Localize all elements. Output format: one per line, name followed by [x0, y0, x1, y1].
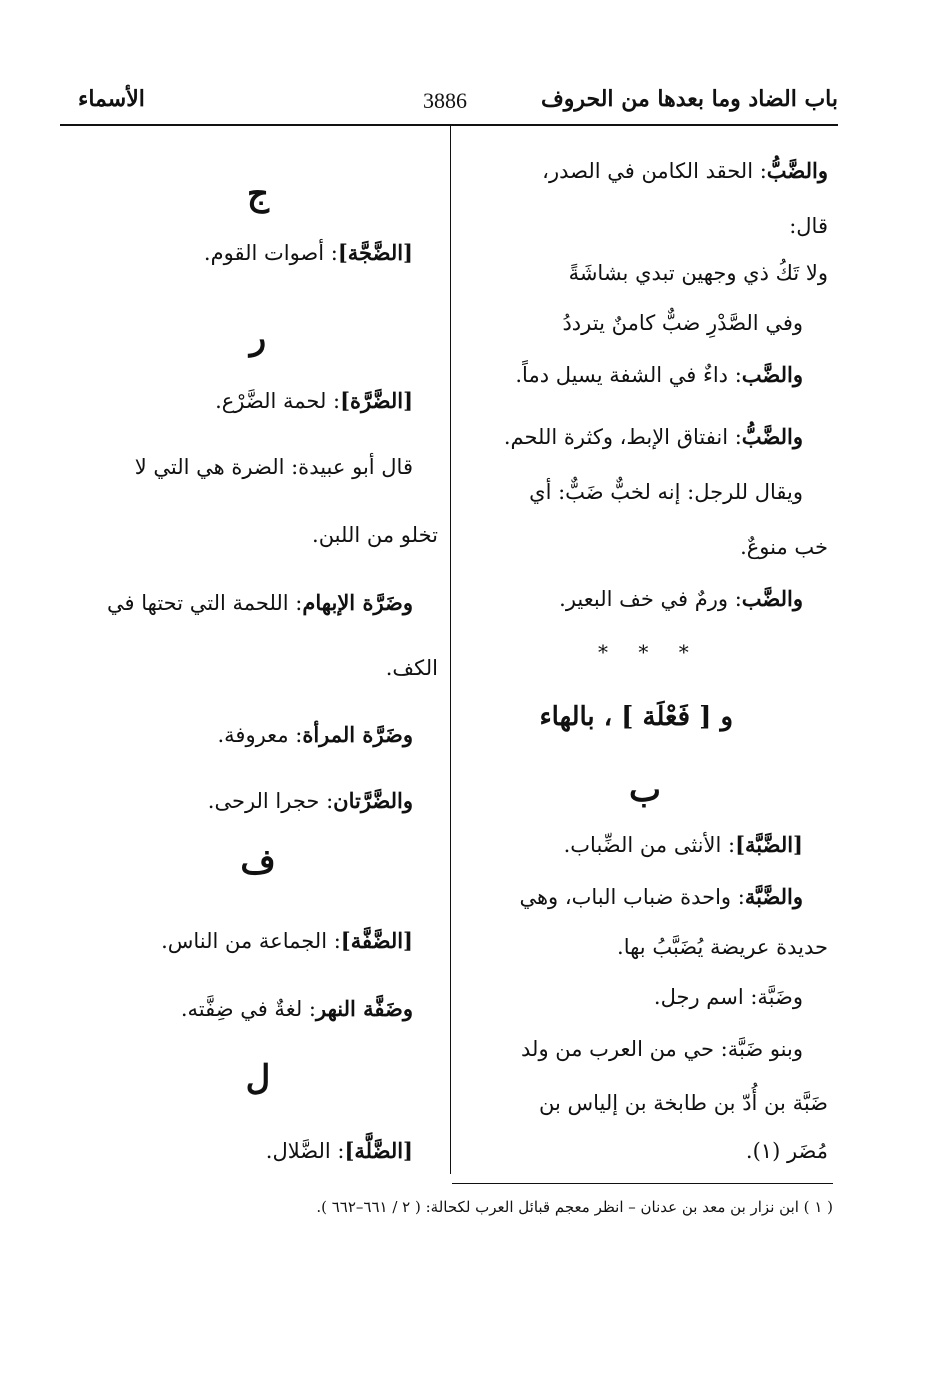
- entry-line: تخلو من اللبن.: [312, 523, 438, 547]
- letter-heading-j: ج: [247, 174, 269, 214]
- entry-line: مُضَر (١).: [745, 1139, 828, 1163]
- entry-line: [الضَّفَّة]: الجماعة من الناس.: [161, 928, 413, 953]
- entry-line: وبنو ضَبَّة: حي من العرب من ولد: [521, 1037, 803, 1061]
- entry-line: قال:: [789, 214, 828, 238]
- letter-heading-r: ر: [249, 318, 267, 358]
- entry-line: الكف.: [385, 656, 438, 680]
- entry-line: والضَّب: داءٌ في الشفة يسيل دماً.: [515, 362, 803, 387]
- separator-stars: * * *: [598, 640, 701, 664]
- letter-heading-l: ل: [245, 1058, 271, 1098]
- entry-line: خب منوعٌ.: [740, 535, 828, 559]
- entry-line: حديدة عريضة يُضَبَّبُ بها.: [617, 935, 828, 959]
- verse-line: وفي الصَّدْرِ ضبٌّ كامنٌ يترددُ: [562, 311, 803, 335]
- letter-heading-f: ف: [240, 842, 276, 882]
- entry-line: قال أبو عبيدة: الضرة هي التي لا: [134, 455, 413, 479]
- page-number: 3886: [423, 88, 467, 113]
- section-label: الأسماء: [78, 86, 145, 112]
- letter-heading-b: ب: [628, 770, 661, 810]
- footnote-rule: [452, 1183, 833, 1184]
- entry-line: والضَّبُّ: انفتاق الإبط، وكثرة اللحم.: [503, 424, 803, 449]
- entry-line: وضَرَّة الإبهام: اللحمة التي تحتها في: [107, 590, 413, 615]
- entry-line: ضَبَّة بن أُدّ بن طابخة بن إلياس بن: [538, 1091, 828, 1115]
- footnote: ( ١ ) ابن نزار بن معد بن عدنان – انظر معجم قبائل العرب لكحالة: ( ٢ / ٦٦١–٦٦٢ ).: [316, 1198, 833, 1216]
- entry-line: وضَبَّة: اسم رجل.: [653, 985, 803, 1009]
- column-divider: [450, 126, 451, 1174]
- entry-line: والضَّرَّتان: حجرا الرحى.: [207, 788, 413, 813]
- header-rule: [60, 124, 838, 126]
- entry-line: والضَّبَّة: واحدة ضباب الباب، وهي: [519, 884, 803, 909]
- section-heading: و [ فَعْلَة ] ، بالهاء: [539, 702, 733, 732]
- verse-line: ولا تَكُ ذي وجهين تبدي بشاشَةً: [568, 261, 828, 285]
- entry-line: [الضَّرَّة]: لحمة الضَّرْع.: [215, 388, 413, 413]
- entry-line: والضَّب: ورمٌ في خف البعير.: [559, 586, 803, 611]
- entry-line: [الضَّلَّة]: الضَّلال.: [265, 1138, 413, 1163]
- entry-line: والضَّبُّ: الحقد الكامن في الصدر،: [542, 158, 828, 183]
- entry-line: [الضَّجَّة]: أصوات القوم.: [203, 240, 413, 265]
- entry-line: [الضَّبَّة]: الأنثى من الضِّباب.: [563, 832, 803, 857]
- entry-line: وضَفَّة النهر: لغةٌ في ضِفَّته.: [180, 996, 413, 1021]
- entry-line: ويقال للرجل: إنه لخبٌّ ضَبٌّ: أي: [529, 480, 803, 504]
- entry-line: وضَرَّة المرأة: معروفة.: [217, 722, 413, 747]
- chapter-title: باب الضاد وما بعدها من الحروف: [540, 86, 838, 112]
